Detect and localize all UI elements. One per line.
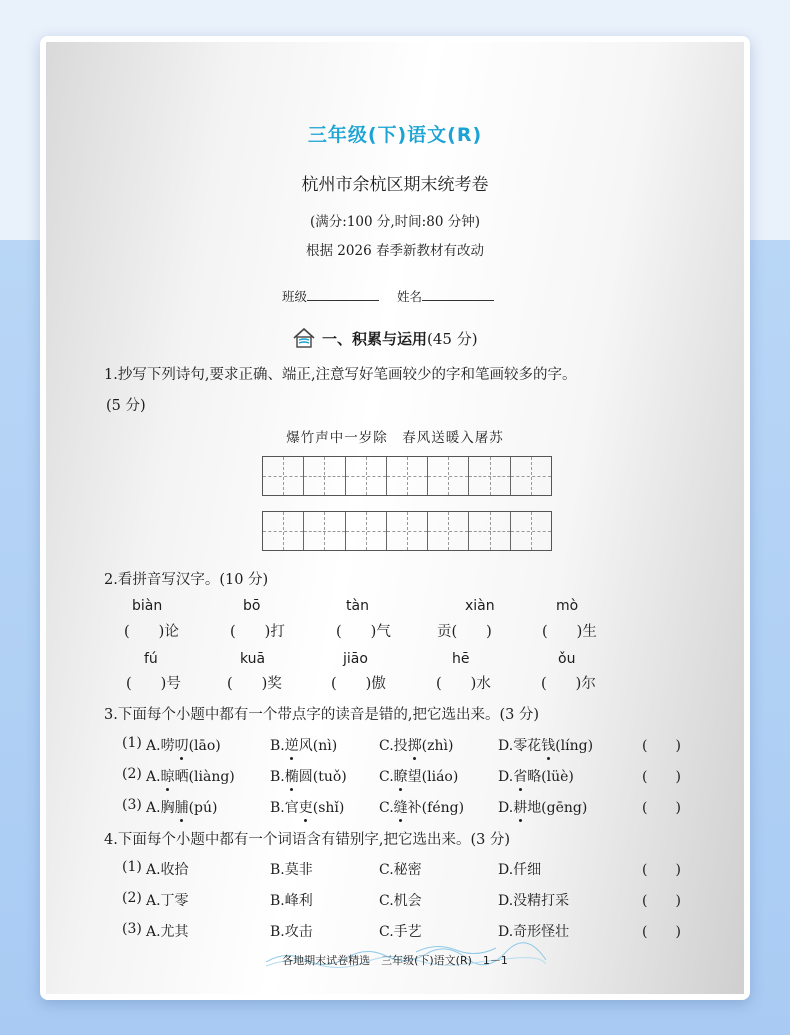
section-1-points: (45 分) <box>427 329 478 348</box>
q3-option[interactable]: D.省略(lüè) <box>498 766 574 786</box>
q4-option[interactable]: D.没精打采 <box>498 893 570 909</box>
name-label: 姓名 <box>396 289 422 304</box>
q4-option[interactable]: C.秘密 <box>379 862 422 878</box>
q4-option[interactable]: A.尤其 <box>146 924 189 940</box>
score-time-line: (满分:100 分,时间:80 分钟) <box>310 214 480 230</box>
edition-note: 根据 2026 春季新教材有改动 <box>306 243 484 259</box>
q3-option[interactable]: A.胸脯(pú) <box>146 797 217 817</box>
q4-option[interactable]: D.仟细 <box>498 862 542 878</box>
q3-option[interactable]: A.唠叨(lāo) <box>146 735 221 755</box>
q3-row-number: (1) <box>122 735 142 751</box>
q2-blank[interactable]: ( )奖 <box>227 676 282 692</box>
q3-option[interactable]: C.瞭望(liáo) <box>379 766 458 786</box>
q3-option[interactable]: B.椭圆(tuǒ) <box>270 766 347 786</box>
q1-poem: 爆竹声中一岁除 春风送暖入屠苏 <box>286 430 504 446</box>
q3-option[interactable]: D.耕地(gēng) <box>498 797 587 817</box>
exam-card <box>40 36 750 1000</box>
q2-blank[interactable]: ( )气 <box>336 624 391 640</box>
q2-pinyin: jiāo <box>343 651 368 667</box>
q4-row-number: (3) <box>122 921 142 937</box>
q2-pinyin: tàn <box>346 598 369 614</box>
q2-pinyin: xiàn <box>465 598 495 614</box>
q4-option[interactable]: B.攻击 <box>270 924 313 940</box>
q1-text: 1.抄写下列诗句,要求正确、端正,注意写好笔画较少的字和笔画较多的字。 <box>104 367 577 383</box>
exam-subtitle: 杭州市余杭区期末统考卷 <box>301 175 489 195</box>
page-footer: 各地期末试卷精选 三年级(下)语文(R) 1－1 <box>282 954 508 967</box>
q2-pinyin: fú <box>144 651 158 667</box>
q3-answer-box[interactable]: ( ) <box>642 769 681 785</box>
class-label: 班级 <box>281 289 307 304</box>
q4-text: 4.下面每个小题中都有一个词语含有错别字,把它选出来。(3 分) <box>104 832 511 848</box>
q3-row-number: (3) <box>122 797 142 813</box>
q3-option[interactable]: D.零花钱(líng) <box>498 735 593 755</box>
q2-blank[interactable]: ( )论 <box>124 624 179 640</box>
q4-answer-box[interactable]: ( ) <box>642 924 681 940</box>
q3-option[interactable]: B.逆风(nì) <box>270 735 337 755</box>
q2-blank[interactable]: ( )水 <box>436 676 491 692</box>
exam-title: 三年级(下)语文(R) <box>307 124 483 146</box>
book-house-icon <box>292 327 316 349</box>
q2-pinyin: kuā <box>240 651 266 667</box>
q1-points: (5 分) <box>106 398 146 414</box>
q4-row-number: (1) <box>122 859 142 875</box>
q4-row-number: (2) <box>122 890 142 906</box>
q2-blank[interactable]: ( )尔 <box>541 676 596 692</box>
q3-option[interactable]: A.晾晒(liàng) <box>146 766 235 786</box>
class-field[interactable] <box>307 288 379 301</box>
name-field[interactable] <box>422 288 494 301</box>
q2-blank[interactable]: ( )傲 <box>331 676 386 692</box>
student-info-fields <box>46 287 744 305</box>
q3-row-number: (2) <box>122 766 142 782</box>
exam-paper <box>46 42 744 994</box>
q4-option[interactable]: D.奇形怪壮 <box>498 924 570 940</box>
q2-blank[interactable]: ( )生 <box>542 624 597 640</box>
q3-option[interactable]: C.投掷(zhì) <box>379 735 453 755</box>
q3-text: 3.下面每个小题中都有一个带点字的读音是错的,把它选出来。(3 分) <box>104 707 540 723</box>
q2-blank[interactable]: ( )打 <box>230 624 285 640</box>
q3-option[interactable]: B.官吏(shǐ) <box>270 797 344 817</box>
q3-option[interactable]: C.缝补(féng) <box>379 797 464 817</box>
q4-option[interactable]: B.莫非 <box>270 862 313 878</box>
q2-blank[interactable]: ( )号 <box>126 676 181 692</box>
q4-answer-box[interactable]: ( ) <box>642 893 681 909</box>
q2-pinyin: hē <box>452 651 470 667</box>
q4-option[interactable]: B.峰利 <box>270 893 313 909</box>
writing-grid-2[interactable] <box>262 511 552 551</box>
q2-blank[interactable]: 贡( ) <box>437 624 492 640</box>
q2-pinyin: biàn <box>132 598 163 614</box>
writing-grid-1[interactable] <box>262 456 552 496</box>
q4-option[interactable]: A.丁零 <box>146 893 189 909</box>
q2-pinyin: mò <box>556 598 579 614</box>
q4-option[interactable]: C.手艺 <box>379 924 422 940</box>
q2-text: 2.看拼音写汉字。(10 分) <box>104 572 269 588</box>
q4-answer-box[interactable]: ( ) <box>642 862 681 878</box>
q2-pinyin: ǒu <box>558 651 576 667</box>
q4-option[interactable]: A.收拾 <box>146 862 189 878</box>
section-1-title: 一、积累与运用 <box>322 329 428 348</box>
q3-answer-box[interactable]: ( ) <box>642 738 681 754</box>
q3-answer-box[interactable]: ( ) <box>642 800 681 816</box>
section-1-heading <box>292 327 478 349</box>
q4-option[interactable]: C.机会 <box>379 893 422 909</box>
q2-pinyin: bō <box>243 598 261 614</box>
